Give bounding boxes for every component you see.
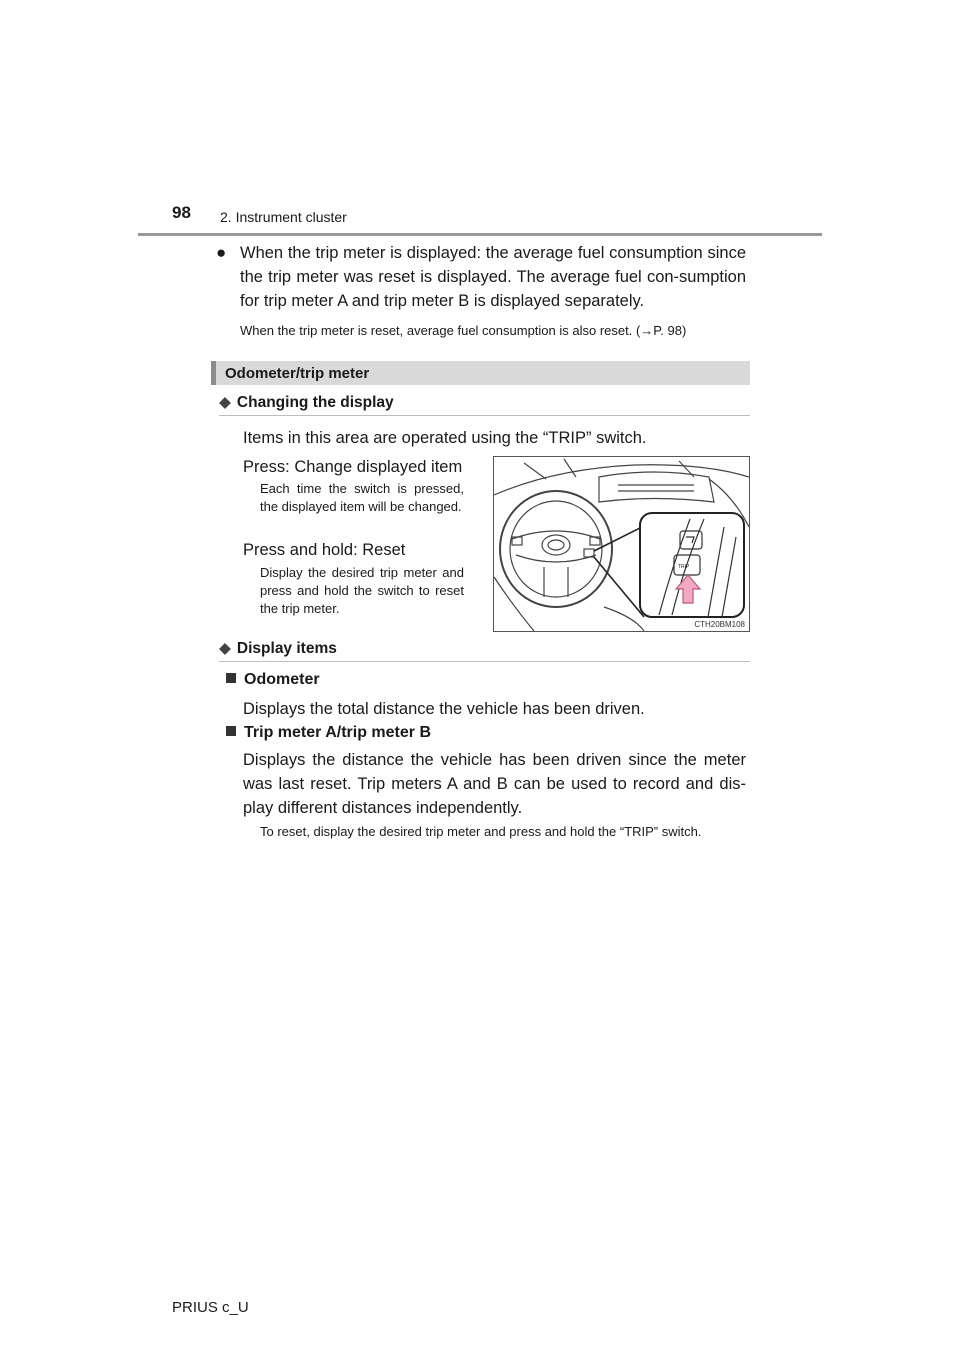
odometer-heading-text: Odometer: [244, 671, 320, 688]
changing-display-heading-text: Changing the display: [236, 394, 394, 411]
press-label: Press: Change displayed item: [243, 458, 463, 476]
subheading-rule: [219, 661, 750, 662]
bullet-icon: ●: [216, 243, 227, 262]
odometer-text: Displays the total distance the vehicle has been driven.: [243, 700, 645, 718]
diamond-icon: ◆: [219, 640, 231, 657]
changing-display-heading: [219, 393, 394, 412]
trip-meter-heading: [226, 724, 431, 742]
display-items-heading-text: Display items: [236, 640, 337, 657]
figure-code: CTH20BM108: [694, 620, 745, 629]
header-rule: [138, 233, 822, 236]
trip-meter-text: Displays the distance the vehicle has been driven since the meter was last reset. Trip meters A and B can be used to record and dis-play different distances independently.: [243, 751, 746, 817]
hold-label: Press and hold: Reset: [243, 541, 406, 559]
steering-wheel-illustration: [494, 457, 749, 631]
section-heading-bar: [211, 361, 750, 385]
intro-note: When the trip meter is reset, average fuel consumption is also reset. (→P. 98): [240, 323, 687, 338]
hold-note: Display the desired trip meter and press and hold the switch to reset the trip meter.: [260, 565, 464, 616]
square-bullet-icon: [226, 726, 236, 736]
changing-intro: Items in this area are operated using the “TRIP” switch.: [243, 429, 647, 447]
trip-switch-figure: [493, 456, 750, 632]
chapter-title: 2. Instrument cluster: [220, 209, 347, 225]
odometer-heading: [226, 671, 320, 689]
footer-model: PRIUS c_U: [172, 1299, 249, 1316]
intro-bullet: [216, 241, 746, 340]
intro-bullet-text: When the trip meter is displayed: the average fuel consumption since the trip meter was reset is displayed. The average fuel con-sumption for trip meter A and trip meter B is displayed separately.: [240, 244, 746, 310]
section-heading: Odometer/trip meter: [225, 365, 370, 382]
trip-meter-note: To reset, display the desired trip meter and press and hold the “TRIP” switch.: [260, 824, 702, 839]
subheading-rule: [219, 415, 750, 416]
trip-switch-label: TRIP: [678, 564, 690, 570]
press-note: Each time the switch is pressed, the displayed item will be changed.: [260, 481, 464, 514]
diamond-icon: ◆: [219, 394, 231, 411]
trip-meter-heading-text: Trip meter A/trip meter B: [244, 724, 432, 741]
page-number: 98: [172, 203, 191, 222]
square-bullet-icon: [226, 673, 236, 683]
display-items-heading: [219, 639, 337, 658]
